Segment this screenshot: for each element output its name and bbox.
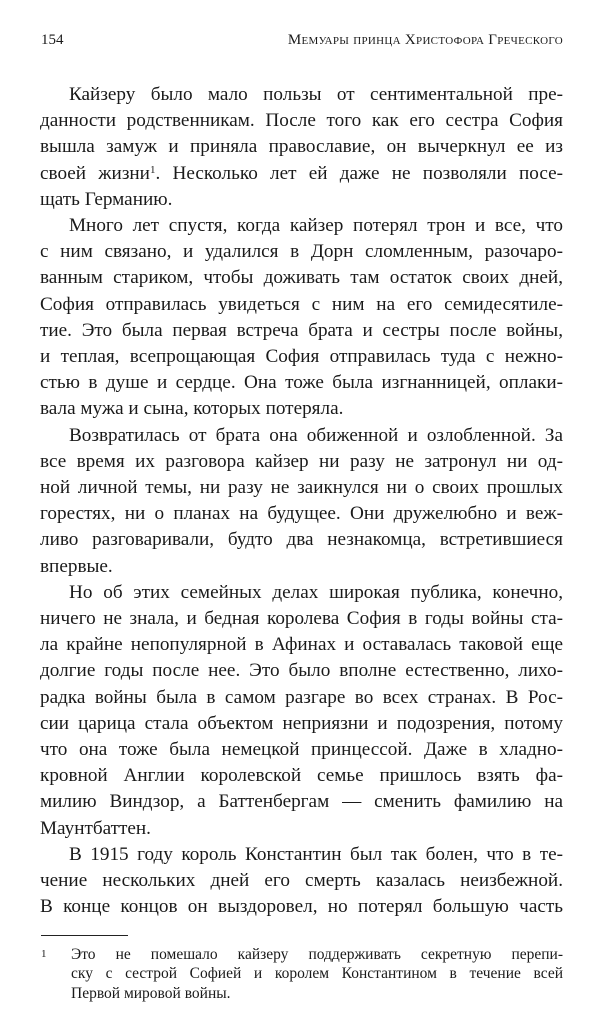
running-header xyxy=(41,30,563,50)
text-line: Много лет спустя, когда кайзер потерял трон и все, что xyxy=(69,215,563,237)
text-line: ла крайне непопулярной в Афинах и оставалась таковой еще xyxy=(40,634,563,656)
text-line: Кайзеру было мало пользы от сентиментальной пре- xyxy=(69,84,563,105)
footnote-rule xyxy=(41,935,128,936)
text-line: ливо разговаривали, будто два незнакомца, встретившиеся xyxy=(40,529,563,551)
text-line: горестях, ни о планах на будущее. Они дружелюбно и веж- xyxy=(40,503,563,525)
footnote-text xyxy=(71,945,563,1004)
text-line: все время их разговора кайзер ни разу не затронул ни од- xyxy=(40,450,563,472)
footnote-line: Первой мировой войны. xyxy=(71,984,231,1002)
text-line: В конце концов он выздоровел, но потерял большую часть xyxy=(40,896,563,918)
text-line: вала мужа и сына, которых потеряла. xyxy=(40,398,344,420)
text-line: чение нескольких дней его смерть казалась неизбежной. xyxy=(40,870,563,892)
page-number: 154 xyxy=(41,32,64,48)
text-line: ничего не знала, и бедная королева София в годы войны ста- xyxy=(40,608,563,630)
text-line: данности родственникам. После того как его сестра София xyxy=(40,110,563,132)
running-title: Мемуары принца Христофора Греческого xyxy=(287,32,563,48)
paragraph xyxy=(40,842,563,921)
text-line: София отправилась увидеться с ним на его семидесятиле- xyxy=(40,293,563,315)
text-line: стью в душе и сердце. Она тоже была изгнанницей, оплаки- xyxy=(40,372,563,394)
text-line: вышла замуж и приняла православие, он вычеркнул ее из xyxy=(40,136,563,158)
text-line: Возвратилась от брата она обиженной и озлобленной. За xyxy=(69,424,563,446)
text-line: ванным стариком, чтобы доживать там остаток своих дней, xyxy=(40,267,563,289)
text-line: долгие годы после нее. Это было вполне естественно, лихо- xyxy=(40,660,563,682)
text-line: ной личной темы, ни разу не заикнулся ни о своих прошлых xyxy=(40,477,563,499)
footnote-line: ску с сестрой Софией и королем Константином в течение всей xyxy=(71,965,563,982)
paragraph xyxy=(40,580,563,842)
paragraph xyxy=(40,423,563,580)
text-line: своей жизни$^1$. Несколько лет ей даже не позволяли посе- xyxy=(40,162,563,184)
text-line: тие. Это была первая встреча брата и сестры после войны, xyxy=(40,319,563,341)
text-line: с ним связано, и удалился в Дорн сломленным, разочаро- xyxy=(40,241,563,263)
text-line: радка войны была в самом разгаре во всех странах. В Рос- xyxy=(40,686,563,708)
text-line: щать Германию. xyxy=(40,188,173,210)
text-line: впервые. xyxy=(40,555,113,577)
footnote-reference[interactable]: 1 xyxy=(149,163,156,176)
text-line: милию Виндзор, а Баттенбергам — сменить фамилию на xyxy=(40,791,563,813)
footnote-line: Это не помешало кайзеру поддерживать секретную перепи- xyxy=(71,945,563,963)
paragraph xyxy=(40,82,563,213)
paragraph xyxy=(40,213,563,423)
text-line: Маунтбаттен. xyxy=(40,817,151,839)
text-line: кровной Англии королевской семье пришлось взять фа- xyxy=(40,765,563,787)
text-line: сии царица стала объектом неприязни и подозрения, потому xyxy=(40,712,563,734)
footnote xyxy=(41,945,563,1004)
body-text xyxy=(40,82,563,921)
footnote-mark: 1 xyxy=(41,947,47,960)
text-line: что она тоже была немецкой принцессой. Даже в хладно- xyxy=(40,739,563,761)
text-line: Но об этих семейных делах широкая публика, конечно, xyxy=(69,581,563,603)
text-line: В 1915 году король Константин был так болен, что в те- xyxy=(69,843,563,865)
text-line: и теплая, всепрощающая София отправилась туда с нежно- xyxy=(40,346,563,368)
